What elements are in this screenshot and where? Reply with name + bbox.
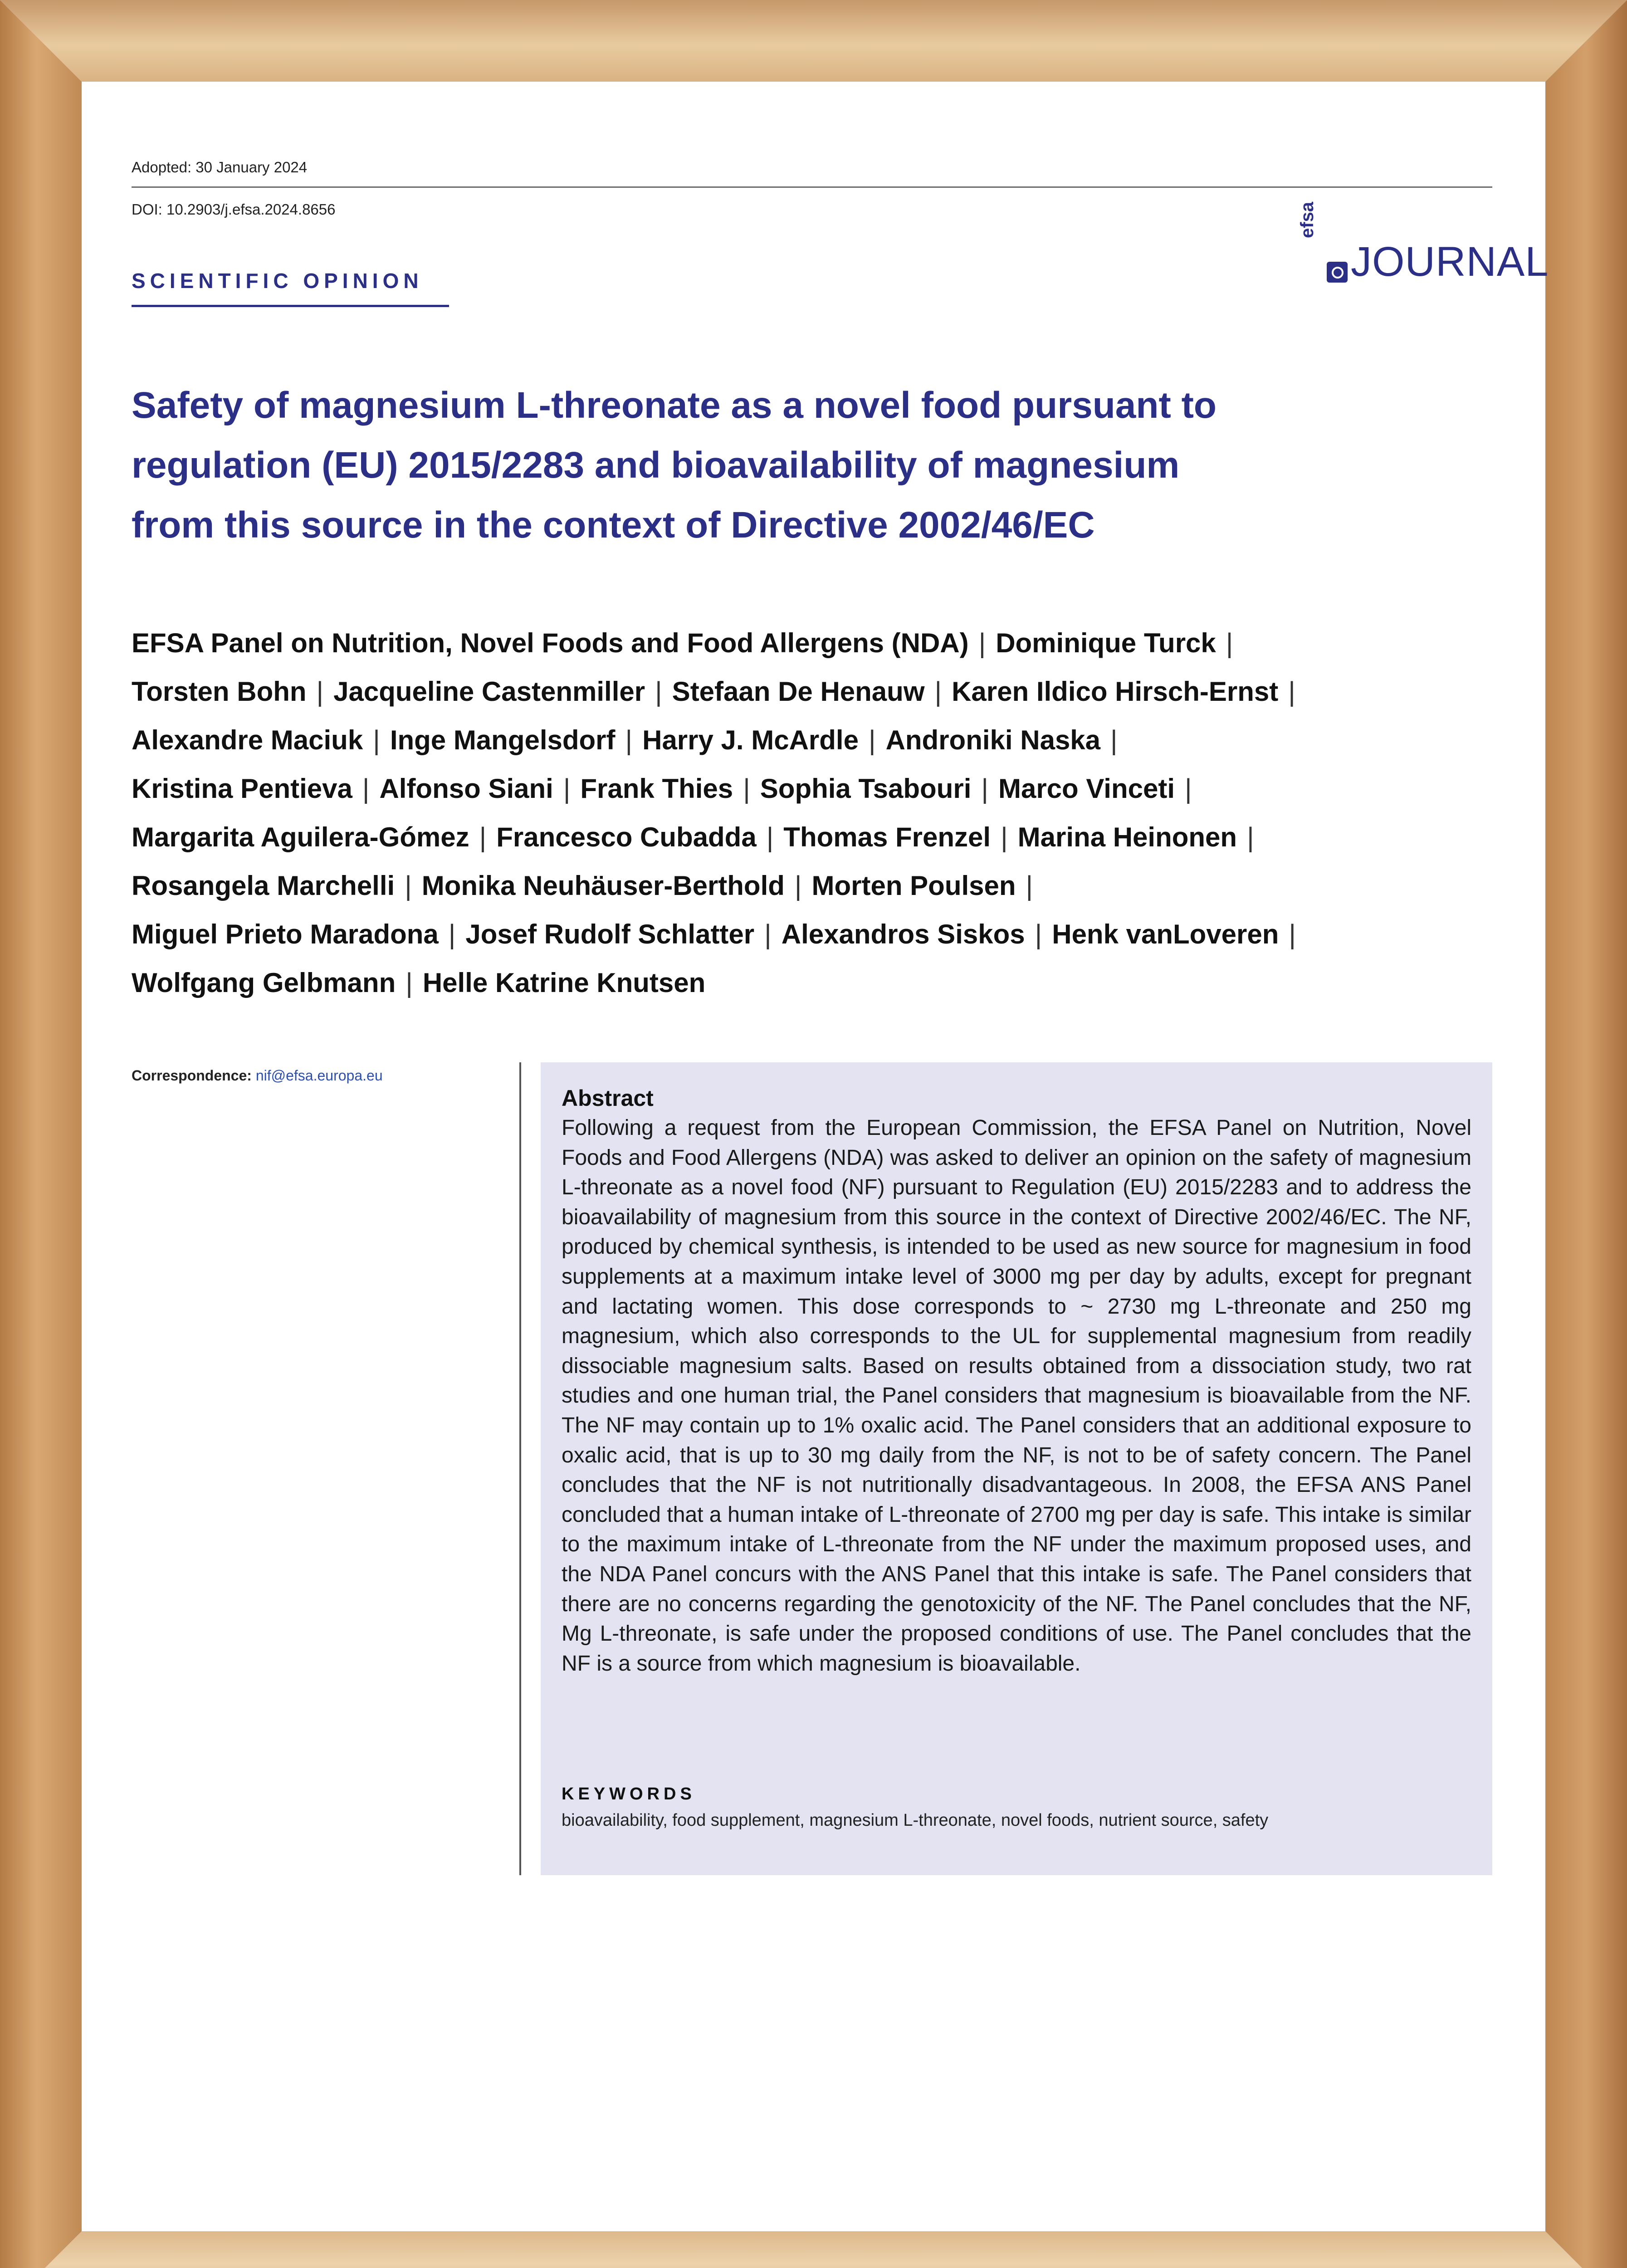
- correspondence-email-link[interactable]: nif@efsa.europa.eu: [255, 1067, 383, 1084]
- author-name: Dominique Turck: [996, 628, 1216, 658]
- author-separator: |: [1026, 870, 1033, 901]
- author-separator: |: [405, 870, 412, 901]
- author-name: Stefaan De Henauw: [672, 676, 925, 707]
- title-line: regulation (EU) 2015/2283 and bioavailability of magnesium: [132, 445, 1180, 486]
- author-name: Henk vanLoveren: [1052, 919, 1279, 949]
- author-separator: |: [981, 773, 988, 804]
- author-name: Sophia Tsabouri: [760, 773, 972, 804]
- author-separator: |: [764, 919, 772, 949]
- author-name: Francesco Cubadda: [496, 822, 757, 852]
- article-title: [132, 376, 1520, 555]
- doi: DOI: 10.2903/j.efsa.2024.8656: [132, 201, 336, 218]
- title-line: Safety of magnesium L-threonate as a novel food pursuant to: [132, 385, 1217, 426]
- author-separator: |: [563, 773, 571, 804]
- author-separator: |: [743, 773, 750, 804]
- abstract-box: [541, 1062, 1492, 1875]
- author-name: Alfonso Siani: [379, 773, 553, 804]
- keywords-text: bioavailability, food supplement, magnesium L-threonate, novel foods, nutrient source, safety: [562, 1811, 1269, 1830]
- frame-top: [0, 0, 1627, 82]
- frame-bottom: [0, 2231, 1627, 2268]
- author-separator: |: [934, 676, 942, 707]
- logo-mark-icon: [1327, 262, 1348, 283]
- author-separator: |: [625, 725, 633, 755]
- logo-journal-text: JOURNAL: [1351, 239, 1549, 285]
- author-name: Jacqueline Castenmiller: [333, 676, 645, 707]
- author-separator: |: [1226, 628, 1233, 658]
- column-divider: [519, 1062, 521, 1875]
- author-name: Rosangela Marchelli: [132, 870, 395, 901]
- correspondence-label: Correspondence:: [132, 1067, 252, 1084]
- author-name: Harry J. McArdle: [642, 725, 859, 755]
- author-separator: |: [1001, 822, 1008, 852]
- author-name: Androniki Naska: [885, 725, 1101, 755]
- title-line: from this source in the context of Directive 2002/46/EC: [132, 504, 1095, 546]
- author-separator: |: [362, 773, 370, 804]
- correspondence: [132, 1067, 383, 1084]
- author-name: Alexandros Siskos: [781, 919, 1025, 949]
- author-separator: |: [794, 870, 802, 901]
- author-separator: |: [373, 725, 380, 755]
- author-name: Karen Ildico Hirsch-Ernst: [952, 676, 1279, 707]
- author-separator: |: [316, 676, 324, 707]
- section-underline: [132, 305, 449, 307]
- document-page: [82, 82, 1549, 2231]
- author-separator: |: [479, 822, 487, 852]
- author-name: Frank Thies: [580, 773, 733, 804]
- author-separator: |: [1035, 919, 1042, 949]
- frame-right: [1545, 0, 1627, 2268]
- author-name: EFSA Panel on Nutrition, Novel Foods and Food Allergens (NDA): [132, 628, 969, 658]
- author-separator: |: [1247, 822, 1254, 852]
- author-separator: |: [1110, 725, 1118, 755]
- author-separator: |: [868, 725, 876, 755]
- author-separator: |: [978, 628, 986, 658]
- author-separator: |: [406, 968, 413, 998]
- author-name: Josef Rudolf Schlatter: [465, 919, 755, 949]
- author-separator: |: [655, 676, 662, 707]
- author-name: Helle Katrine Knutsen: [422, 968, 706, 998]
- author-name: Miguel Prieto Maradona: [132, 919, 439, 949]
- author-name: Alexandre Maciuk: [132, 725, 363, 755]
- section-label: SCIENTIFIC OPINION: [132, 269, 423, 293]
- author-name: Margarita Aguilera-Gómez: [132, 822, 469, 852]
- author-name: Marina Heinonen: [1017, 822, 1237, 852]
- adopted-date: Adopted: 30 January 2024: [132, 159, 308, 176]
- author-name: Wolfgang Gelbmann: [132, 968, 396, 998]
- logo-efsa-text: efsa: [1297, 201, 1317, 238]
- author-separator: |: [1289, 919, 1296, 949]
- frame-left: [0, 0, 82, 2268]
- author-list: [132, 619, 1510, 1007]
- keywords-heading: KEYWORDS: [562, 1784, 696, 1804]
- author-name: Kristina Pentieva: [132, 773, 352, 804]
- author-separator: |: [1185, 773, 1192, 804]
- author-separator: |: [1288, 676, 1295, 707]
- author-name: Inge Mangelsdorf: [390, 725, 616, 755]
- author-name: Thomas Frenzel: [783, 822, 991, 852]
- author-name: Torsten Bohn: [132, 676, 307, 707]
- author-name: Marco Vinceti: [998, 773, 1175, 804]
- author-name: Morten Poulsen: [811, 870, 1016, 901]
- author-name: Monika Neuhäuser-Berthold: [421, 870, 785, 901]
- abstract-text: Following a request from the European Commission, the EFSA Panel on Nutrition, Novel Foods and Food Allergens (NDA) was asked to deliver an opinion on the safety of magnesium L-threonate as a novel food (NF) pursuant to Regulation (EU) 2015/2283 and to address the bioavailability of magnesium from this source in the context of Directive 2002/46/EC. The NF, produced by chemical synthesis, is intended to be used as new source for magnesium in food supplements at a maximum intake level of 3000 mg per day by adults, except for pregnant and lactating women. This dose corresponds to ~ 2730 mg L-threonate and 250 mg magnesium, which also corresponds to the UL for supplemental magnesium from readily dissociable magnesium salts. Based on results obtained from a dissociation study, two rat studies and one human trial, the Panel considers that magnesium is bioavailable from the NF. The NF may contain up to 1% oxalic acid. The Panel considers that an additional exposure to oxalic acid, that is up to 30 mg daily from the NF, is not to be of safety concern. The Panel concludes that the NF is not nutritionally disadvantageous. In 2008, the EFSA ANS Panel concluded that a human intake of L-threonate of 2700 mg per day is safe. This intake is similar to the maximum intake of L-threonate from the NF under the maximum proposed uses, and the NDA Panel concurs with the ANS Panel that this intake is safe. The Panel considers that there are no concerns regarding the genotoxicity of the NF. The Panel concludes that the NF, Mg L-threonate, is safe under the proposed conditions of use. The Panel concludes that the NF is a source from which magnesium is bioavailable.: [562, 1116, 1471, 1676]
- header-rule: [132, 186, 1492, 188]
- abstract-heading: Abstract: [562, 1085, 654, 1111]
- author-separator: |: [766, 822, 774, 852]
- efsa-journal-logo: [1297, 201, 1549, 288]
- author-separator: |: [448, 919, 456, 949]
